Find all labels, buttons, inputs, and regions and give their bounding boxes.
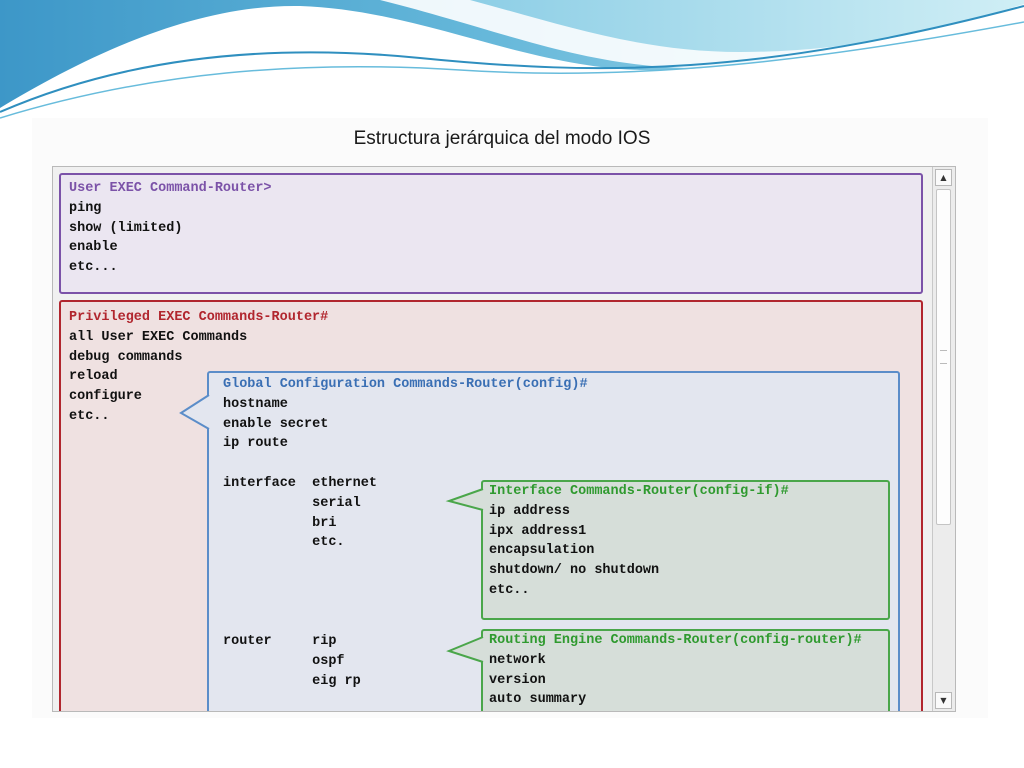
routing-config-line: network (489, 652, 546, 668)
interface-config-box (481, 480, 890, 620)
ios-hierarchy-viewer (52, 166, 956, 712)
routing-config-lines (489, 631, 862, 710)
global-config-line: ip route (223, 436, 288, 452)
global-config-line: serial (223, 495, 361, 511)
decorative-wave-header (0, 0, 1024, 130)
interface-config-line: ipx address1 (489, 523, 587, 539)
interface-config-line: encapsulation (489, 543, 595, 559)
global-config-line: bri (223, 515, 337, 531)
privileged-exec-line: reload (69, 369, 118, 385)
scroll-up-icon[interactable]: ▲ (935, 169, 952, 186)
privileged-exec-line: configure (69, 389, 142, 405)
privileged-exec-line: etc.. (69, 408, 110, 424)
global-config-line: interface ethernet (223, 475, 377, 491)
routing-config-line: version (489, 672, 546, 688)
global-config-header: Global Configuration Commands-Router(config)# (223, 377, 588, 392)
scroll-down-icon[interactable]: ▼ (935, 692, 952, 709)
scroll-thumb[interactable] (936, 189, 951, 525)
global-config-line: eig rp (223, 673, 361, 689)
user-exec-line: show (limited) (69, 220, 183, 236)
slide-title: Estructura jerárquica del modo IOS (353, 128, 651, 149)
routing-config-line: auto summary (489, 692, 587, 708)
routing-config-header: Routing Engine Commands-Router(config-router)# (489, 633, 862, 648)
privileged-exec-line: all User EXEC Commands (69, 329, 248, 345)
user-exec-line: enable (69, 240, 118, 256)
global-config-line: enable secret (223, 416, 329, 432)
global-config-line: ospf (223, 654, 345, 670)
routing-config-box (481, 629, 890, 712)
user-exec-line: etc... (69, 260, 118, 276)
global-config-line (223, 454, 588, 474)
global-config-line: hostname (223, 396, 288, 412)
interface-config-line: ip address (489, 503, 571, 519)
scroll-grip-icon (940, 350, 947, 364)
user-exec-box (59, 173, 923, 294)
global-config-line: etc. (223, 535, 345, 551)
interface-config-line: etc.. (489, 582, 530, 598)
interface-config-line: shutdown/ no shutdown (489, 563, 660, 579)
global-config-line: router rip (223, 634, 337, 650)
user-exec-line: ping (69, 200, 102, 216)
user-exec-lines (69, 179, 272, 278)
privileged-exec-line: debug commands (69, 349, 183, 365)
privileged-exec-header: Privileged EXEC Commands-Router# (69, 310, 329, 325)
user-exec-header: User EXEC Command-Router> (69, 181, 272, 196)
interface-config-lines (489, 482, 789, 601)
vertical-scrollbar[interactable] (932, 167, 955, 711)
interface-config-header: Interface Commands-Router(config-if)# (489, 484, 789, 499)
